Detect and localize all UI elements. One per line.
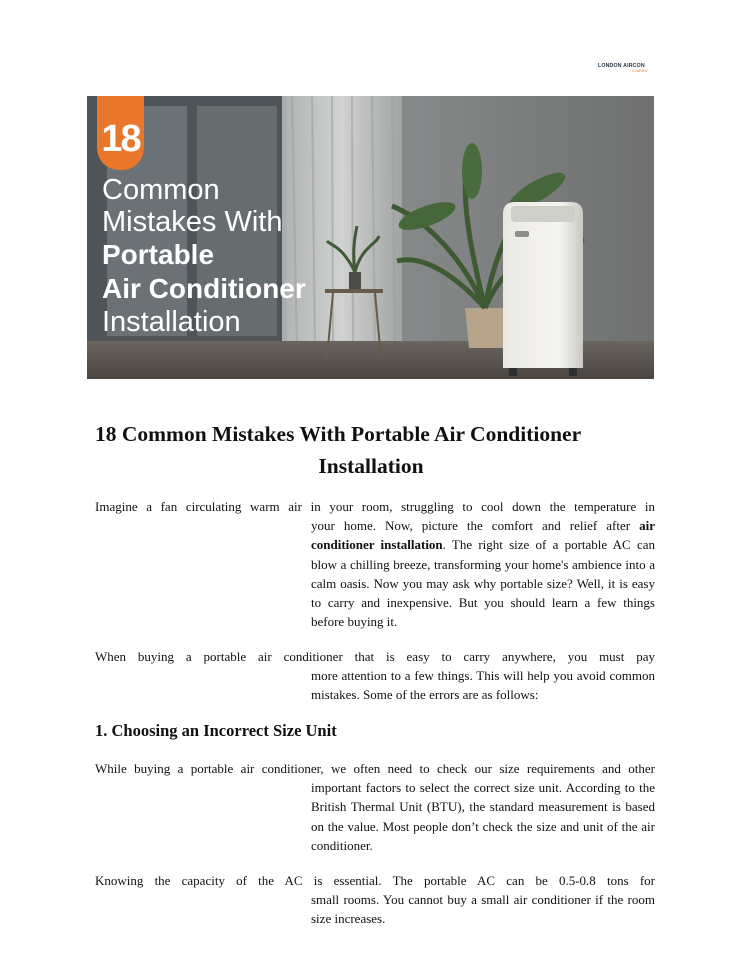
p3-first-line: While buying a portable air conditioner, we often need to check our size requirements and other (95, 761, 655, 776)
logo-line1: LONDON AIRCON (598, 63, 645, 69)
p1-rest-b: . The right size of a portable AC can blow a chilling breeze, transforming your home's ambience into a calm oasis. Now you may ask why portable size? Well, it is easy to carry and inexpensive. But you should learn a few things before buying it. (311, 537, 655, 630)
company-logo (598, 63, 656, 77)
p1-rest (311, 516, 655, 631)
paragraph-intro (95, 497, 655, 631)
p2-rest: more attention to a few things. This will help you avoid common mistakes. Some of the errors are as follows: (311, 668, 655, 703)
section-heading: 1. Choosing an Incorrect Size Unit (95, 721, 337, 740)
hero-line4: Air Conditioner (102, 273, 306, 304)
paragraph-size (95, 759, 655, 855)
paragraph-buying (95, 647, 655, 705)
article-title (95, 418, 655, 482)
p1-first-line: Imagine a fan circulating warm air in your room, struggling to cool down the temperature in (95, 499, 655, 514)
p1-bold-link-text: air conditioner installation (311, 518, 655, 553)
p4-first-line: Knowing the capacity of the AC is essential. The portable AC can be 0.5-0.8 tons for (95, 873, 655, 888)
hero-line3: Portable (102, 239, 215, 270)
p3-rest: important factors to select the correct size unit. According to the British Thermal Unit (BTU), the standard measurement is based on the value. Most people don’t check the size and unit of the air conditioner. (311, 780, 655, 853)
p2-first-line: When buying a portable air conditioner that is easy to carry anywhere, you must pay (95, 649, 655, 664)
hero-line1: Common (102, 174, 220, 206)
badge (97, 96, 144, 170)
p1-rest-a: your home. Now, picture the comfort and relief after (311, 518, 640, 534)
hero-line5: Installation (102, 306, 241, 338)
badge-number: 18 (101, 118, 140, 160)
p4-rest: small rooms. You cannot buy a small air conditioner if the room size increases. (311, 892, 655, 927)
logo-line2: COMPANY (632, 69, 648, 73)
hero-line2: Mistakes With (102, 206, 283, 238)
title-line2: Installation (318, 454, 424, 478)
hero-image (87, 96, 654, 379)
paragraph-capacity (95, 871, 655, 929)
title-line1: 18 Common Mistakes With Portable Air Conditioner (95, 422, 582, 446)
